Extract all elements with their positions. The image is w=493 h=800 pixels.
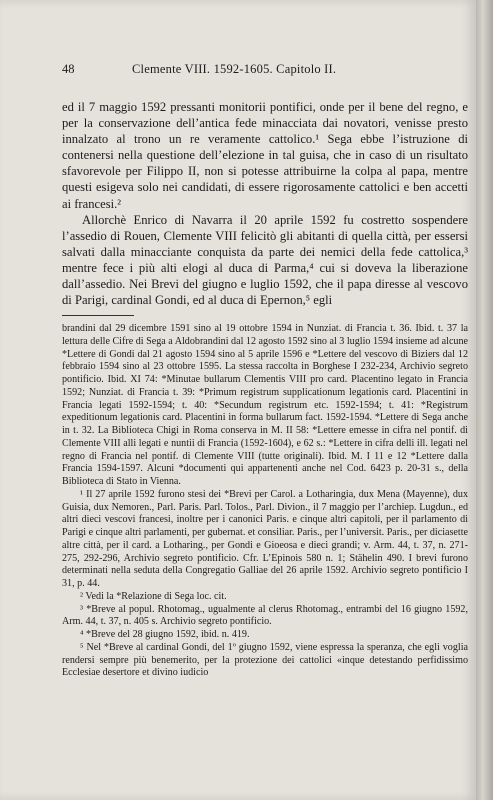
footnote-divider [62,315,134,316]
running-head: Clemente VIII. 1592-1605. Capitolo II. [132,62,337,76]
body-paragraph: ed il 7 maggio 1592 pressanti monitorii pontifici, onde per il bene del regno, e per la conservazione dell’antica fede minacciata dai novatori, venisse presto innalzato al trono un re veramente cattolico.¹ Sega ebbe l’istruzione di contenersi nella questione dell’elezione in tal guisa, che in caso di un risultato sfavorevole per Filippo II, non si potesse attribuirne la colpa al papa, mentre questi esigeva solo nei candidati, di essere rigorosamente cattolici e ben accetti ai francesi.² [62,100,468,211]
page-edge [476,0,493,800]
body-paragraph: Allorchè Enrico di Navarra il 20 aprile 1592 fu costretto sospendere l’assedio di Rouen, Clemente VIII felicitò gli abitanti di quella città, per essersi salvati dalla minacciante conquista da parte dei nemici della fede cattolica,³ mentre fece i più alti elogi al duca di Parma,⁴ cui si doveva la liberazione dall’assedio. Nei Brevi del giugno e luglio 1592, che il papa diresse al vescovo di Parigi, cardinal Gondi, ed al duca di Epernon,⁵ egli [62,212,468,308]
footnote-2: ² Vedi la *Relazione di Sega loc. cit. [80,590,227,602]
footnote-1: ¹ Il 27 aprile 1592 furono stesi dei *Brevi per Carol. a Lotharingia, dux Mena (Mayenne), dux Guisia, dux Nemoren., Parl. Paris. Parl. Tolos., Parl. Divion., il 7 maggio per l’archiep. Lugdun., ed altri dieci vescovi francesi, inoltre per i canonici Paris. e cinque altri capitoli, per il parlamento di Parigi e cinque altri parlamenti, per gubernat. et consiliar. Paris., per l’universit. Paris., per diciasette altre città, per il card. a Lotharing., per Gondi e Gioeosa e dieci grandi; v. Arm. 44, t. 37, n. 271-275, 292-296, Archivio segreto pontificio. Cfr. L’Epinois 580 n. 1; Stähelin 490. I brevi furono determinati nella seduta della Congregatio Galliae del 26 aprile 1592. Archivio segreto pontificio I 31, p. 44. [62,488,468,589]
main-text [62,99,468,308]
footnote-continuation: brandini dal 29 dicembre 1591 sino al 19 ottobre 1594 in Nunziat. di Francia t. 36. Ibid. t. 37 la lettura delle Cifre di Sega a Aldobrandini dal 12 agosto 1592 sino al 3 luglio 1594 insieme ad alcune *Lettere di Gondi dal 21 agosto 1594 sino al 5 aprile 1596 e *Lettere del vescovo di Biziers dal 12 febbraio 1594 sino al 23 ottobre 1595. La stessa raccolta in Borghese I 232-234, Archivio segreto pontificio. Ibid. XI 74: *Minutae bullarum Clementis VIII pro card. Placentino legato in Francia 1592; Nunziat. di Francia t. 39: *Primum registrum supplicationum legationis card. Placentini in Francia legati 1592-1594; t. 40: *Secundum registrum etc. 1592-1594; t. 41: *Registrum expeditionum legationis card. Placentini in forma bullarum fact. 1592-1594. *Lettere di Sega anche in t. 32. La Biblioteca Chigi in Roma conserva in M. II 58: *Lettere emesse in cifra nel pontif. di Clemente VIII alli legati e nuntii di Francia (1592-1604), e 62 s.: *Lettere in cifra delli ill. legati nel regno di Francia nel pontif. di Clemente VIII (tutte originali). Ibid. M. I 11 e 12 *Lettere dalla Francia 1594-1597. Alcuni *documenti qui appartenenti anche nel Cod. 6423 p. 20-31 s., della Biblioteca di Stato in Vienna. [62,323,468,487]
page-header [62,62,466,78]
footnote-4: ⁴ *Breve del 28 giugno 1592, ibid. n. 419. [80,629,250,640]
footnotes [62,323,468,680]
footnote-3: ³ *Breve al popul. Rhotomag., ugualmente al clerus Rhotomag., entrambi del 16 giugno 1592, Arm. 44, t. 37, n. 405 s. Archivio segreto pontificio. [62,603,468,628]
footnote-5: ⁵ Nel *Breve al cardinal Gondi, del 1º giugno 1592, viene espressa la speranza, che egli voglia rendersi sempre più benemerito, per la protezione dei cattolici «inque detestando perfidissimo Ecclesiae desertore et divino iudicio [62,641,468,679]
page-number: 48 [62,62,75,76]
